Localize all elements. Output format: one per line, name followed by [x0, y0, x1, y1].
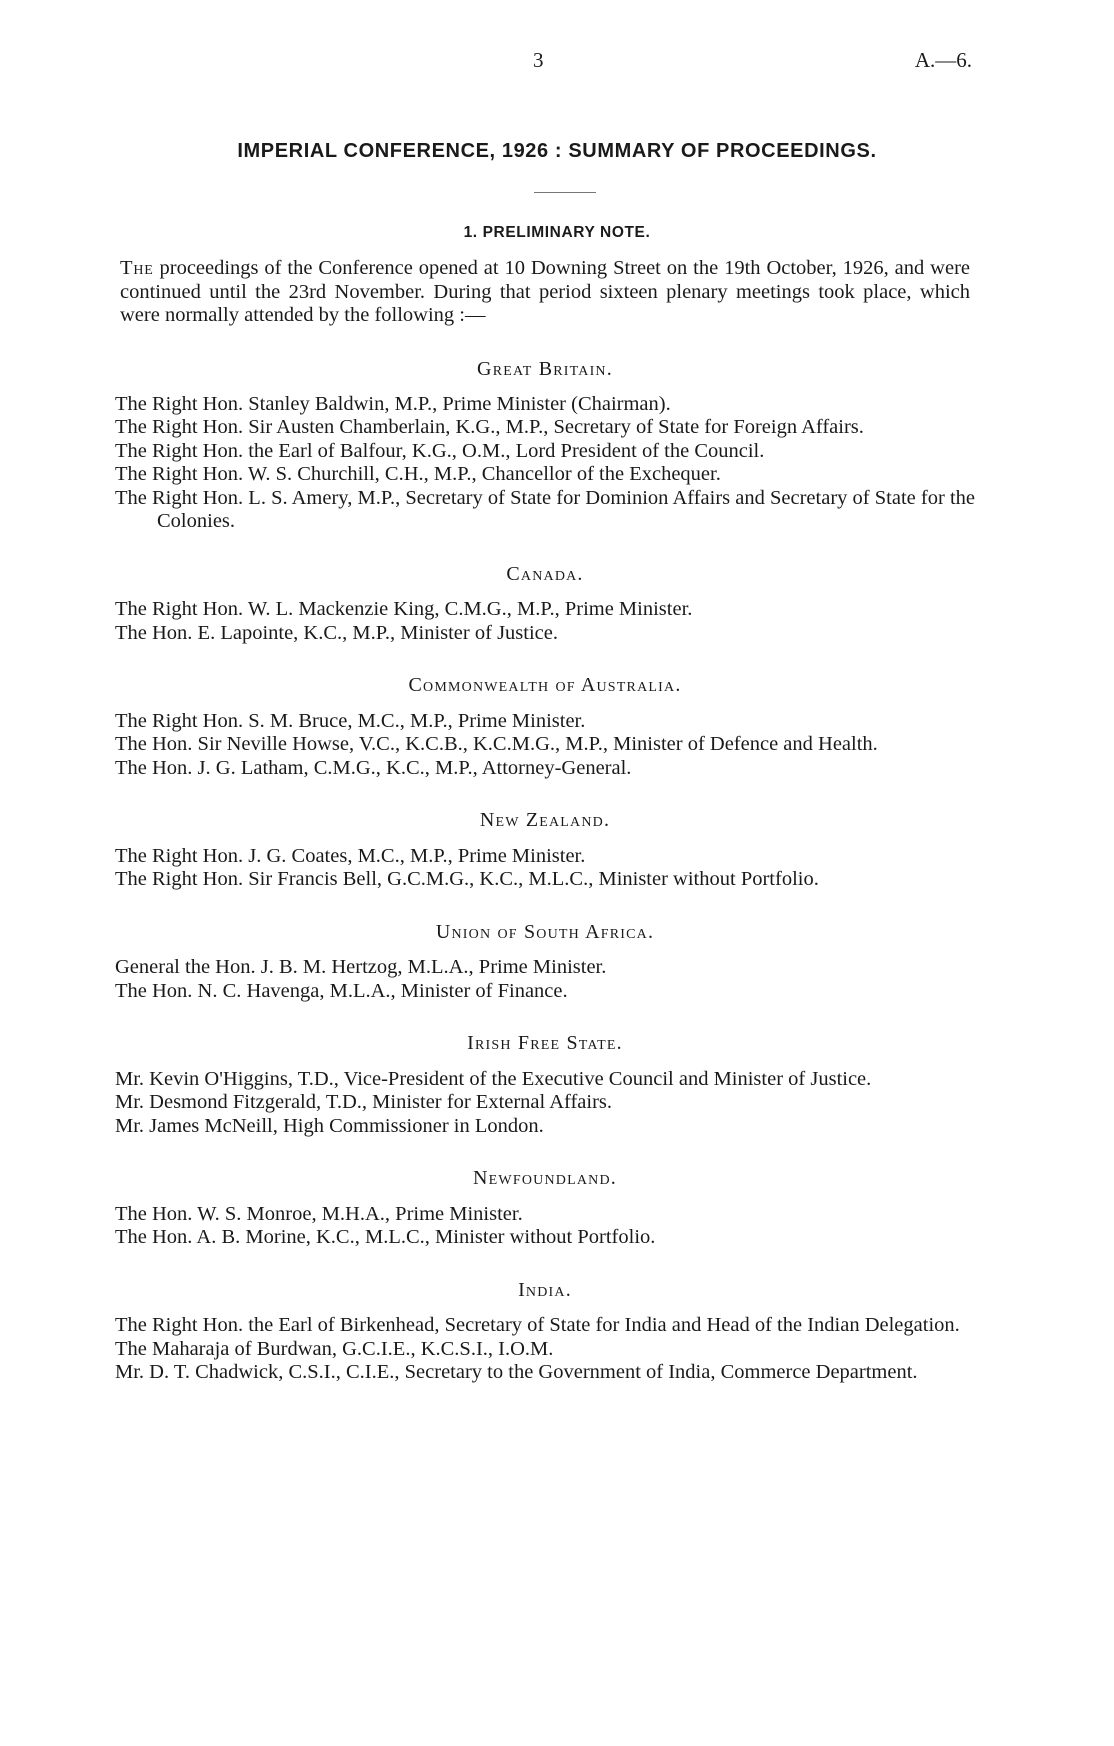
delegate-entry: The Maharaja of Burdwan, G.C.I.E., K.C.S.I., I.O.M.: [115, 1337, 554, 1360]
delegate-entry: The Hon. A. B. Morine, K.C., M.L.C., Minister without Portfolio.: [115, 1226, 656, 1248]
intro-text: proceedings of the Conference opened at 10 Downing Street on the 19th October, 1926, and were continued until the 23rd November. During that period sixteen plenary meetings took place, which were normally attended by the following :—: [120, 257, 970, 326]
delegation-india: [115, 1279, 975, 1385]
delegate-entry: The Right Hon. W. S. Churchill, C.H., M.P., Chancellor of the Exchequer.: [115, 463, 721, 485]
page-number: 3: [533, 48, 544, 72]
delegate-entry: The Right Hon. S. M. Bruce, M.C., M.P., Prime Minister.: [115, 709, 586, 732]
delegate-entry: The Right Hon. the Earl of Birkenhead, Secretary of State for India and Head of the Indian Delegation.: [115, 1314, 960, 1336]
intro-lead-word: The: [120, 257, 154, 279]
delegate-entry: Mr. D. T. Chadwick, C.S.I., C.I.E., Secretary to the Government of India, Commerce Department.: [115, 1361, 918, 1383]
delegate-entry: The Hon. N. C. Havenga, M.L.A., Minister of Finance.: [115, 979, 568, 1002]
country-heading: Canada.: [506, 562, 584, 585]
country-heading: Great Britain.: [477, 358, 613, 380]
delegation-newfoundland: [115, 1167, 975, 1250]
delegate-entry: Mr. James McNeill, High Commissioner in London.: [115, 1114, 544, 1137]
country-heading: New Zealand.: [479, 809, 611, 831]
delegate-entry: The Hon. Sir Neville Howse, V.C., K.C.B., K.C.M.G., M.P., Minister of Defence and Health.: [115, 733, 878, 755]
delegate-entry: The Right Hon. Sir Austen Chamberlain, K.G., M.P., Secretary of State for Foreign Affairs.: [115, 416, 864, 438]
country-heading: Union of South Africa.: [435, 920, 655, 943]
country-heading: Commonwealth of Australia.: [408, 674, 682, 696]
country-heading: Irish Free State.: [467, 1032, 623, 1054]
delegate-entry: General the Hon. J. B. M. Hertzog, M.L.A., Prime Minister.: [115, 956, 607, 978]
delegate-entry: The Hon. J. G. Latham, C.M.G., K.C., M.P., Attorney-General.: [115, 756, 632, 779]
delegation-australia: [115, 674, 975, 780]
country-heading: Newfoundland.: [473, 1167, 617, 1189]
delegations-list: [115, 358, 975, 1414]
delegate-entry: The Hon. E. Lapointe, K.C., M.P., Minister of Justice.: [115, 621, 558, 644]
delegation-great-britain: [115, 358, 975, 534]
delegate-entry: The Right Hon. the Earl of Balfour, K.G., O.M., Lord President of the Council.: [115, 439, 765, 462]
delegation-canada: [115, 563, 975, 646]
delegate-entry: The Hon. W. S. Monroe, M.H.A., Prime Minister.: [115, 1202, 523, 1225]
document-reference: A.—6.: [914, 48, 972, 72]
page-header: [0, 48, 1114, 78]
delegate-entry: Mr. Kevin O'Higgins, T.D., Vice-President of the Executive Council and Minister of Justice.: [115, 1067, 872, 1090]
section-heading: 1. PRELIMINARY NOTE.: [463, 224, 651, 241]
delegation-irish-free-state: [115, 1032, 975, 1138]
delegate-entry: Mr. Desmond Fitzgerald, T.D., Minister for External Affairs.: [115, 1091, 613, 1113]
delegate-entry: The Right Hon. Sir Francis Bell, G.C.M.G., K.C., M.L.C., Minister without Portfolio.: [115, 868, 819, 890]
delegation-south-africa: [115, 921, 975, 1004]
document-title: IMPERIAL CONFERENCE, 1926 : SUMMARY OF PROCEEDINGS.: [237, 140, 877, 162]
intro-paragraph: [120, 257, 970, 328]
title-divider: [534, 192, 596, 193]
delegate-entry: The Right Hon. J. G. Coates, M.C., M.P., Prime Minister.: [115, 844, 586, 867]
delegate-entry: The Right Hon. W. L. Mackenzie King, C.M.G., M.P., Prime Minister.: [115, 598, 693, 620]
delegation-new-zealand: [115, 809, 975, 892]
delegate-entry: The Right Hon. L. S. Amery, M.P., Secretary of State for Dominion Affairs and Secretary of State for the Colonies.: [115, 486, 975, 532]
delegate-entry: The Right Hon. Stanley Baldwin, M.P., Prime Minister (Chairman).: [115, 392, 671, 415]
country-heading: India.: [518, 1278, 572, 1301]
